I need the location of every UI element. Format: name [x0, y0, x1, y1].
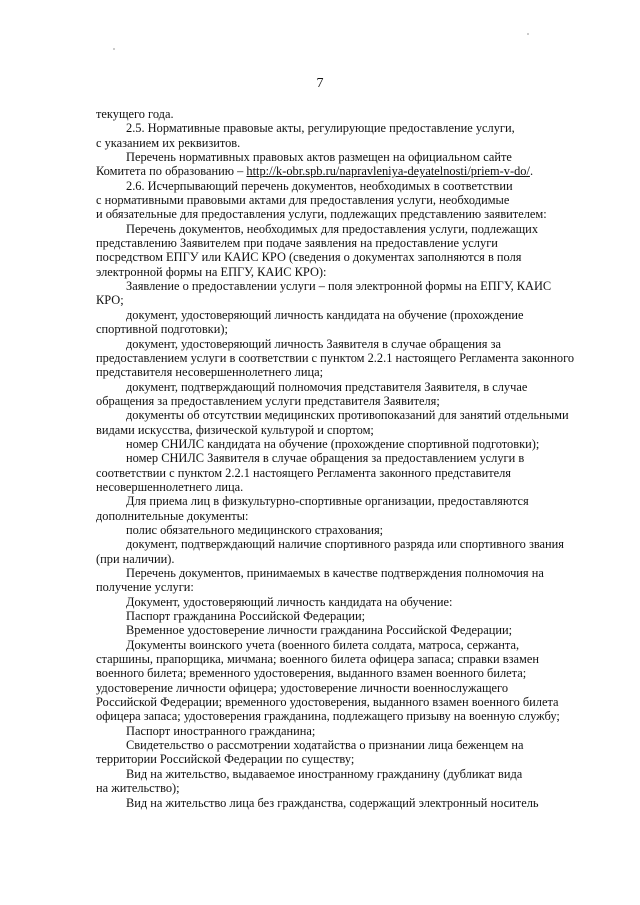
scan-speck: [527, 33, 529, 35]
text-line: Вид на жительство, выдаваемое иностранному гражданину (дубликат вида: [126, 766, 523, 781]
text-line: дополнительные документы:: [96, 508, 249, 523]
text-line: Документ, удостоверяющий личность кандидата на обучение:: [126, 594, 453, 609]
text-line: документ, подтверждающий полномочия представителя Заявителя, в случае: [126, 379, 528, 394]
text-line: полис обязательного медицинского страхования;: [126, 522, 384, 537]
text-line: соответствии с пунктом 2.2.1 настоящего Регламента законного представителя: [96, 465, 512, 480]
text-line: текущего года.: [96, 107, 174, 121]
text-line: с нормативными правовыми актами для предоставления услуги, необходимые: [96, 193, 510, 208]
text-line: и обязательные для предоставления услуги, подлежащих представлению заявителем:: [96, 207, 547, 222]
text-line: видами искусства, физической культурой и спортом;: [96, 422, 374, 437]
text-line: Вид на жительство лица без гражданства, содержащий электронный носитель: [126, 795, 539, 810]
text-line: несовершеннолетнего лица.: [96, 479, 244, 494]
text-line: документы об отсутствии медицинских противопоказаний для занятий отдельными: [126, 408, 569, 423]
page-number: 7: [316, 76, 324, 91]
text-line: предоставлением услуги в соответствии с пунктом 2.2.1 настоящего Регламента законного: [96, 350, 575, 365]
text-line: Комитета по образованию – http://k-obr.spb.ru/napravleniya-deyatelnosti/priem-v-do/ .: [96, 164, 534, 179]
text-line: 2.5. Нормативные правовые акты, регулирующие предоставление услуги,: [126, 121, 515, 136]
text-line: документ, удостоверяющий личность Заявителя в случае обращения за: [126, 336, 501, 351]
text-line: удостоверение личности офицера; удостоверение личности военнослужащего: [96, 680, 509, 695]
text-line: Перечень нормативных правовых актов размещен на официальном сайте: [126, 150, 512, 165]
text-line: электронной формы на ЕПГУ, КАИС КРО):: [96, 264, 327, 279]
text-line: посредством ЕПГУ или КАИС КРО (сведения о документах заполняются в поля: [96, 250, 522, 265]
text-line: Перечень документов, необходимых для предоставления услуги, подлежащих: [126, 221, 539, 236]
text-line: спортивной подготовки);: [96, 322, 228, 337]
text-line: Документы воинского учета (военного билета солдата, матроса, сержанта,: [126, 637, 520, 652]
text-line: получение услуги:: [96, 580, 194, 595]
text-line: (при наличии).: [96, 551, 175, 566]
text-line: с указанием их реквизитов.: [96, 135, 241, 150]
text-line: Перечень документов, принимаемых в качестве подтверждения полномочия на: [126, 566, 544, 580]
text-line: старшины, прапорщика, мичмана; военного билета офицера запаса; справки взамен: [96, 652, 539, 667]
text-line: обращения за предоставлением услуги представителя Заявителя;: [96, 393, 440, 408]
text-line: Паспорт гражданина Российской Федерации;: [126, 609, 366, 624]
text-line: на жительство);: [96, 781, 180, 796]
text-line: документ, подтверждающий наличие спортивного разряда или спортивного звания: [126, 537, 564, 552]
text-line: Заявление о предоставлении услуги – поля электронной формы на ЕПГУ, КАИС: [126, 279, 552, 294]
text-line: представлению Заявителем при подаче заявления на предоставление услуги: [96, 236, 498, 251]
text-line: военного билета; временного удостоверения, выданного взамен военного билета;: [96, 666, 527, 681]
text-line: КРО;: [96, 293, 124, 308]
text-line: документ, удостоверяющий личность кандидата на обучение (прохождение: [126, 307, 524, 322]
text-line: 2.6. Исчерпывающий перечень документов, необходимых в соответствии: [126, 178, 513, 193]
text-line: представителя несовершеннолетнего лица;: [96, 365, 324, 380]
committee-website-link[interactable]: http://k-obr.spb.ru/napravleniya-deyatelnosti/priem-v-do/: [246, 164, 530, 179]
text-line: Свидетельство о рассмотрении ходатайства о признании лица беженцем на: [126, 738, 524, 753]
scan-speck: [113, 48, 115, 50]
text-line: номер СНИЛС Заявителя в случае обращения за предоставлением услуги в: [126, 451, 525, 466]
text-line: Российской Федерации; временного удостоверения, выданного взамен военного билета: [96, 695, 559, 710]
text-line: территории Российской Федерации по существу;: [96, 752, 355, 767]
text-line: Паспорт иностранного гражданина;: [126, 723, 316, 738]
body-text: [96, 107, 600, 810]
text-line: Для приема лиц в физкультурно-спортивные организации, предоставляются: [126, 494, 529, 509]
text-line: офицера запаса; удостоверения гражданина, подлежащего призыву на военную службу;: [96, 709, 560, 724]
text-line: Временное удостоверение личности гражданина Российской Федерации;: [126, 623, 513, 638]
text-line: номер СНИЛС кандидата на обучение (прохождение спортивной подготовки);: [126, 436, 540, 451]
